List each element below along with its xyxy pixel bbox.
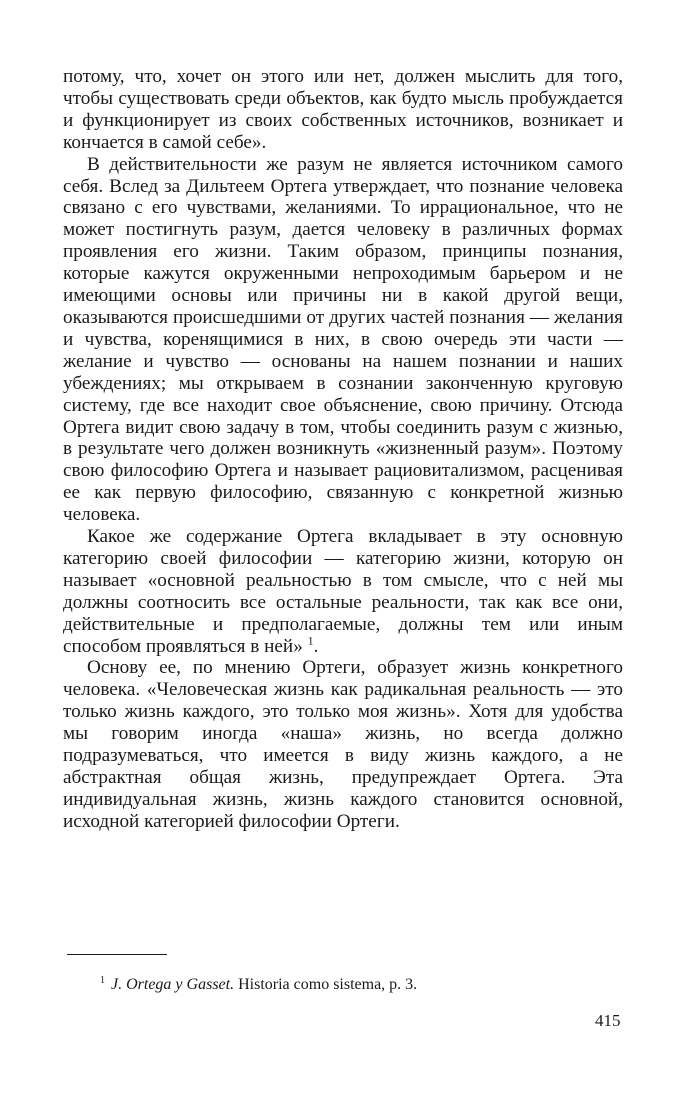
footnote-text: Historia como sistema, p. 3. <box>234 976 418 993</box>
paragraph-2: В действительности же разум не является источником самого себя. Вслед за Дильтеем Ортега утверждает, что познание человека связано с его чувствами, желаниями. То иррациональное, что не может постигнуть разум, дается человеку в различных формах проявления его жизни. Таким образом, принципы познания, которые кажутся окруженными непроходимым барьером и не имеющими основы или причины ни в какой другой вещи, оказываются происшедшими от других частей познания — желания и чувства, коренящимися в них, в свою очередь эти части — желание и чувство — основаны на нашем познании и наших убеждениях; мы открываем в сознании законченную круговую систему, где все находит свое объяснение, свою причину. Отсюда Ортега видит свою задачу в том, чтобы соединить разум с жизнью, в результате чего должен возникнуть «жизненный разум». Поэтому свою философию Ортега и называет рациовитализмом, расценивая ее как первую философию, связанную с конкретной жизнью человека. <box>63 153 623 526</box>
page-body <box>63 66 623 833</box>
page-number: 415 <box>595 1011 621 1030</box>
footnote-author: J. Ortega y Gasset. <box>111 976 235 993</box>
footnote <box>100 975 600 995</box>
paragraph-3: Какое же содержание Ортега вкладывает в эту основную категорию своей философии — категорию жизни, которую он называет «основной реальностью в том смысле, что с ней мы должны соотносить все остальные реальности, так как все они, действительные и предполагаемые, должны тем или иным способом проявляться в ней» $^1$. <box>63 526 623 657</box>
paragraph-3-text: Какое же содержание Ортега вкладывает в эту основную категорию своей философии — категорию жизни, которую он называет «основной реальностью в том смысле, что с ней мы должны соотносить все остальные реальности, так как все они, действительные и предполагаемые, должны тем или иным способом проявляться в ней» <box>63 526 623 657</box>
footnote-marker: 1 <box>100 974 105 986</box>
paragraph-4: Основу ее, по мнению Ортеги, образует жизнь конкретного человека. «Человеческая жизнь как радикальная реальность — это только жизнь каждого, это только моя жизнь». Хотя для удобства мы говорим иногда «наша» жизнь, но всегда должно подразумеваться, что имеется в виду жизнь каждого, а не абстрактная общая жизнь, предупреждает Ортега. Эта индивидуальная жизнь, жизнь каждого становится основной, исходной категорией философии Ортеги. <box>63 657 623 832</box>
footnote-reference: 1 <box>307 633 314 648</box>
footnote-divider <box>67 954 167 955</box>
paragraph-1: потому, что, хочет он этого или нет, должен мыслить для того, чтобы существовать среди объектов, как будто мысль пробуждается и функционирует из своих собственных источников, возникает и кончается в самой себе». <box>63 66 623 153</box>
